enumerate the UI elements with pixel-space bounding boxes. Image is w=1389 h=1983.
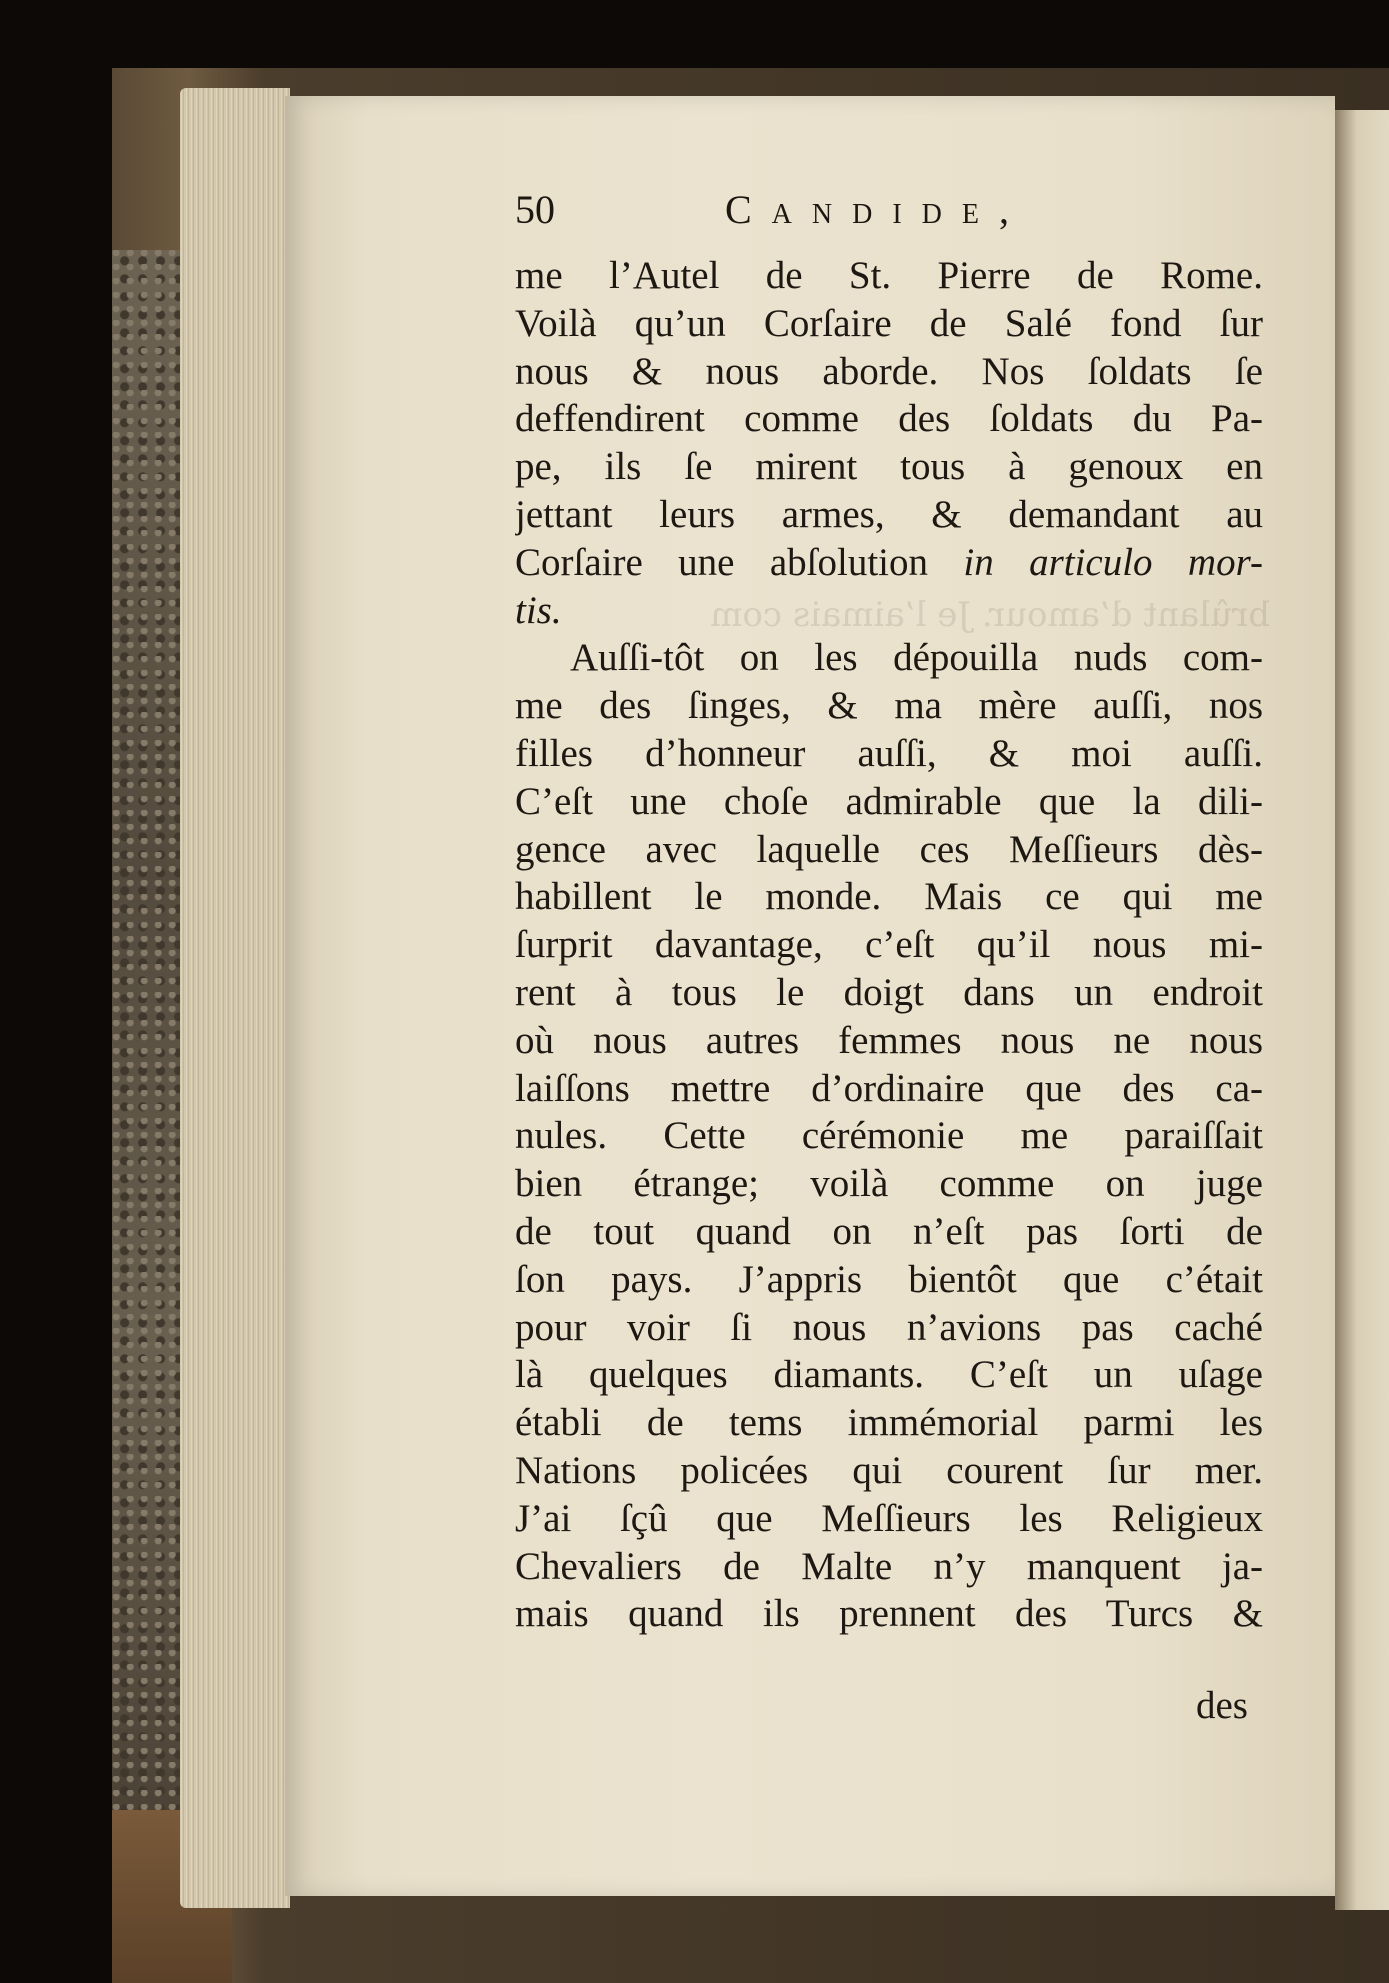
text-line: deffendirent comme des ſoldats du Pa-	[515, 397, 1263, 441]
text-line: C’eſt une choſe admirable que la dili-	[515, 779, 1263, 823]
body-text	[515, 252, 1263, 1638]
text-line: me des ſinges, & ma mère auſſi, nos	[515, 684, 1263, 728]
text-line: pe, ils ſe mirent tous à genoux en	[515, 445, 1263, 489]
text-line: J’ai ſçû que Meſſieurs les Religieux	[515, 1496, 1263, 1540]
facing-page-edge	[1335, 110, 1389, 1910]
page-number: 50	[515, 187, 555, 232]
marbled-board	[112, 250, 187, 1810]
text-line: gence avec laquelle ces Meſſieurs dès-	[515, 827, 1263, 871]
text-line: Nations policées qui courent ſur mer.	[515, 1448, 1263, 1492]
paragraph-start: Auſſi-tôt on les dépouilla nuds com-	[570, 636, 1263, 680]
page-edges	[180, 88, 290, 1908]
text-line: Chevaliers de Malte n’y manquent ja-	[515, 1544, 1263, 1588]
text-line-roman: Corſaire une abſolution	[515, 540, 928, 584]
text-line: bien étrange; voilà comme on juge	[515, 1162, 1263, 1206]
text-line: Voilà qu’un Corſaire de Salé fond ſur	[515, 301, 1263, 345]
text-line: pour voir ſi nous n’avions pas caché	[515, 1305, 1263, 1349]
text-line: filles d’honneur auſſi, & moi auſſi.	[515, 731, 1263, 775]
latin-phrase-end: tis.	[515, 588, 562, 632]
text-line: laiſſons mettre d’ordinaire que des ca-	[515, 1066, 1263, 1110]
show-through-text: brûlant d’amour. Je l’aimais com	[710, 595, 1270, 635]
text-line: mais quand ils prennent des Turcs &	[515, 1592, 1263, 1636]
latin-phrase: in articulo mor-	[963, 540, 1263, 584]
text-line: rent à tous le doigt dans un endroit	[515, 970, 1263, 1014]
text-line: habillent le monde. Mais ce qui me	[515, 875, 1263, 919]
page-header	[515, 186, 1075, 238]
text-line	[515, 539, 1263, 587]
text-line: de tout quand on n’eſt pas ſorti de	[515, 1209, 1263, 1253]
catchword: des	[1196, 1684, 1248, 1727]
running-title: Candide,	[725, 187, 1029, 232]
text-line: jettant leurs armes, & demandant au	[515, 492, 1263, 536]
text-line: me l’Autel de St. Pierre de Rome.	[515, 254, 1263, 297]
text-line: ſurprit davantage, c’eſt qu’il nous mi-	[515, 923, 1263, 967]
text-line	[515, 587, 1263, 635]
text-line: là quelques diamants. C’eſt un uſage	[515, 1353, 1263, 1397]
text-line: établi de tems immémorial parmi les	[515, 1401, 1263, 1445]
text-line: où nous autres femmes nous ne nous	[515, 1018, 1263, 1062]
text-line: nules. Cette cérémonie me paraiſſait	[515, 1114, 1263, 1158]
text-line: nous & nous aborde. Nos ſoldats ſe	[515, 349, 1263, 393]
text-line: ſon pays. J’appris bientôt que c’était	[515, 1257, 1263, 1301]
